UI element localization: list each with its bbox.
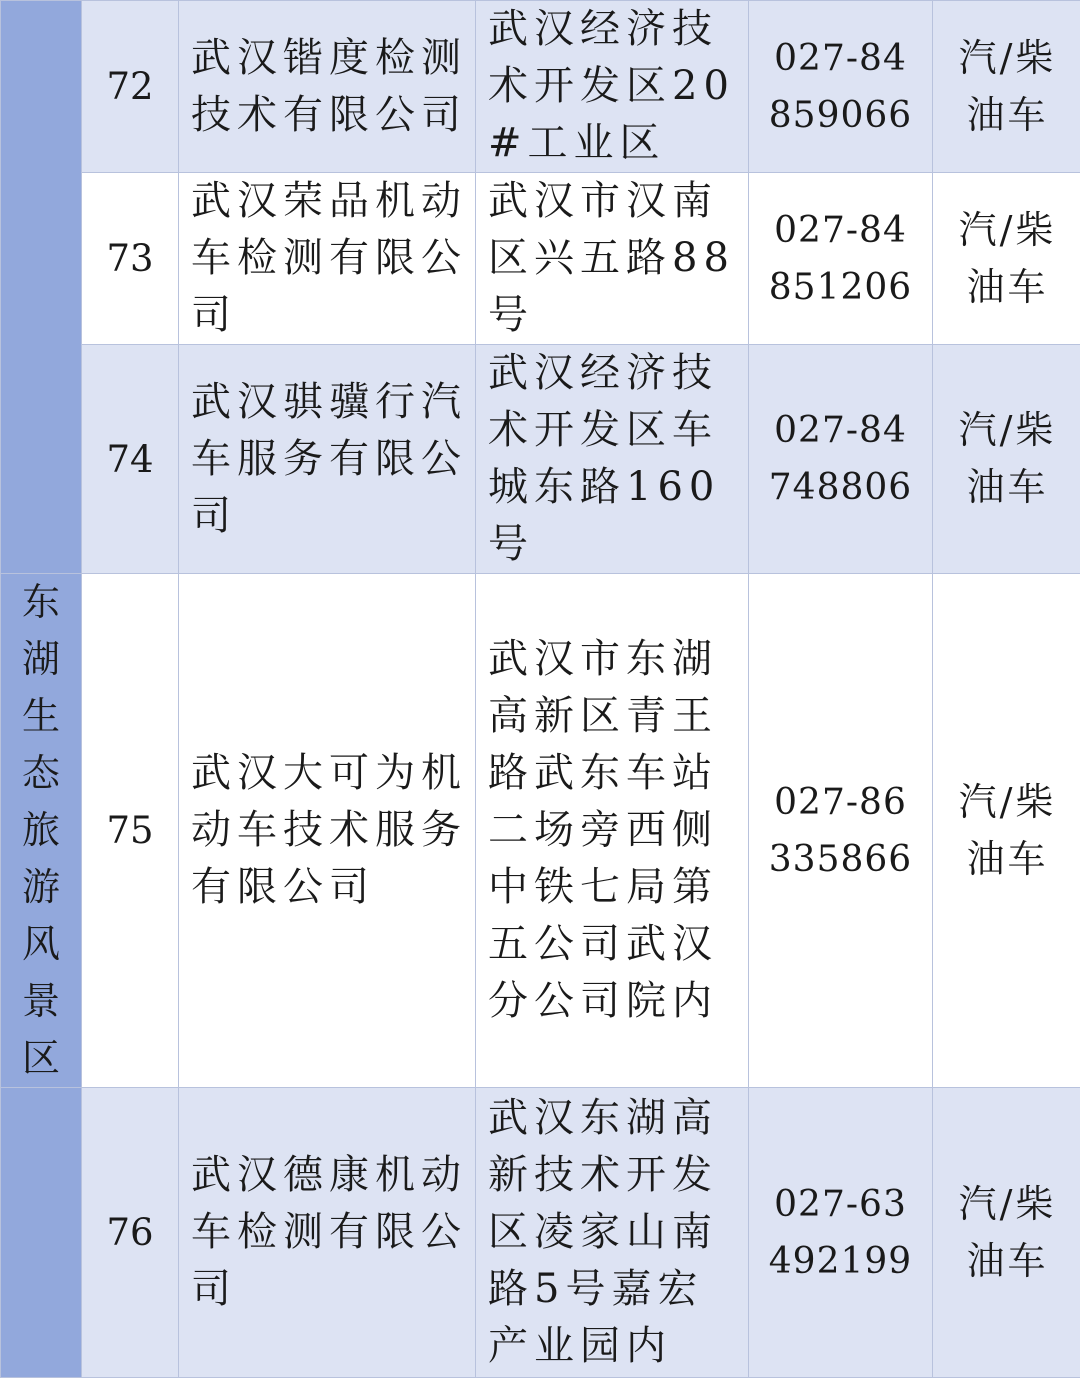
district-cell-previous [1, 1, 82, 574]
row-number: 72 [82, 1, 179, 173]
company-name: 武汉骐骥行汽车服务有限公司 [179, 345, 476, 574]
row-number: 73 [82, 173, 179, 345]
district-cell: 东湖生态旅游风景区 [1, 574, 82, 1088]
company-name: 武汉锴度检测技术有限公司 [179, 1, 476, 173]
table-row [1, 574, 1080, 1088]
vehicle-type: 汽/柴油车 [933, 345, 1080, 574]
table-row [1, 345, 1080, 574]
company-address: 武汉市东湖高新区青王路武东车站二场旁西侧中铁七局第五公司武汉分公司院内 [476, 574, 749, 1088]
company-name: 武汉德康机动车检测有限公司 [179, 1088, 476, 1378]
company-address: 武汉经济技术开发区车城东路160号 [476, 345, 749, 574]
table-row [1, 173, 1080, 345]
company-address: 武汉东湖高新技术开发区凌家山南路5号嘉宏产业园内 [476, 1088, 749, 1378]
row-number: 74 [82, 345, 179, 574]
company-phone: 027-84748806 [749, 345, 933, 574]
company-phone: 027-84851206 [749, 173, 933, 345]
company-phone: 027-63492199 [749, 1088, 933, 1378]
vehicle-type: 汽/柴油车 [933, 574, 1080, 1088]
row-number: 75 [82, 574, 179, 1088]
company-address: 武汉市汉南区兴五路88号 [476, 173, 749, 345]
district-cell-next [1, 1088, 82, 1378]
vehicle-type: 汽/柴油车 [933, 173, 1080, 345]
company-phone: 027-86335866 [749, 574, 933, 1088]
table-row [1, 1, 1080, 173]
company-name: 武汉荣品机动车检测有限公司 [179, 173, 476, 345]
company-phone: 027-84859066 [749, 1, 933, 173]
vehicle-type: 汽/柴油车 [933, 1, 1080, 173]
company-name: 武汉大可为机动车技术服务有限公司 [179, 574, 476, 1088]
company-address: 武汉经济技术开发区20#工业区 [476, 1, 749, 173]
row-number: 76 [82, 1088, 179, 1378]
vehicle-type: 汽/柴油车 [933, 1088, 1080, 1378]
table-row [1, 1088, 1080, 1378]
